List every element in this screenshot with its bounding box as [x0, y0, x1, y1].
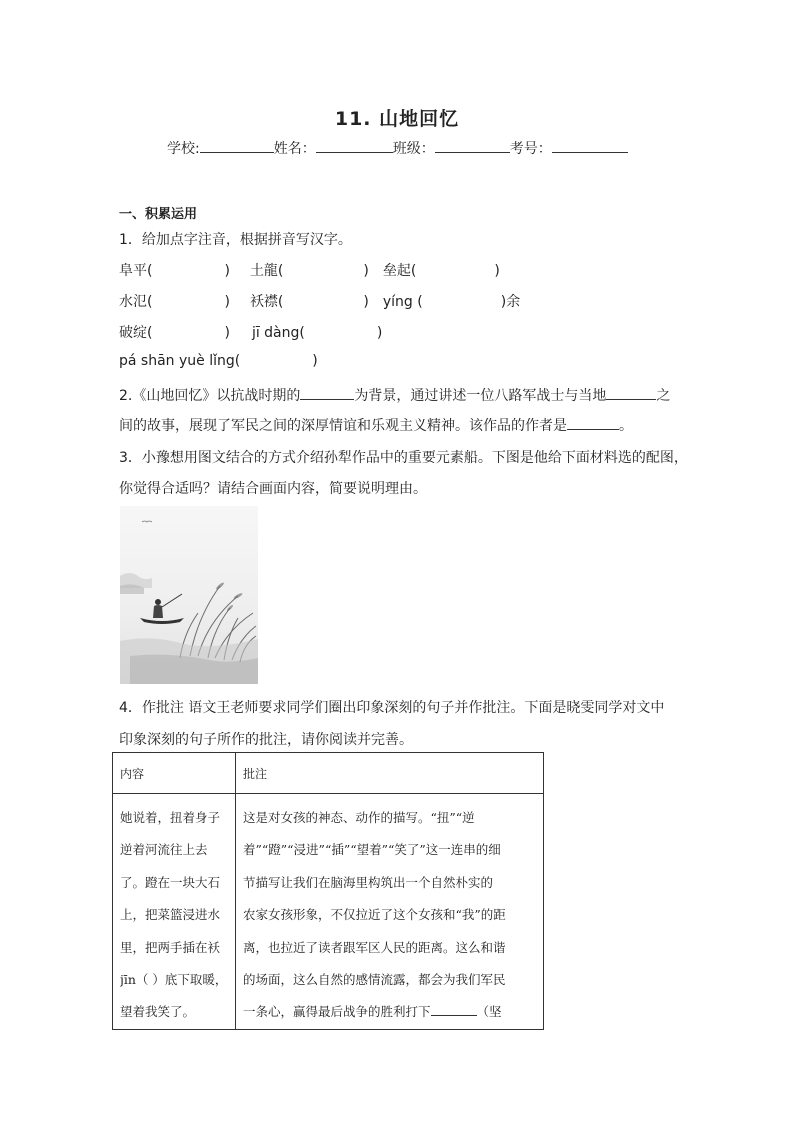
note-line: 着”“蹬”“浸进”“插”“望着”“笑了”这一连串的细: [243, 842, 501, 858]
table-row: [113, 794, 544, 1030]
note-line: 的场面，这么自然的感情流露，都会为我们军民: [243, 971, 506, 987]
content-line: jīn（ ）底下取暖，: [120, 971, 228, 987]
q1-row-1: [119, 260, 500, 280]
note-line-with-blank: [243, 996, 536, 1028]
content-line: 她说着，扭着身子: [120, 810, 221, 825]
q1-item-label: pá shān yuè lǐng(: [119, 353, 241, 369]
q1-item-close: ): [224, 294, 230, 310]
page-title: 11. 山地回忆: [334, 108, 460, 130]
q1-item-label: 土龍(: [249, 263, 284, 279]
q4-blank[interactable]: [431, 1002, 477, 1016]
school-blank[interactable]: [200, 138, 274, 153]
name-blank[interactable]: [316, 138, 393, 153]
exam-blank[interactable]: [552, 138, 628, 153]
note-line: 这是对女孩的神态、动作的描写。“扭”“逆: [243, 810, 475, 825]
note-text: （坚: [476, 1004, 502, 1020]
content-line: 了。蹬在一块大石: [120, 874, 221, 890]
section-heading: 一、积累运用: [119, 207, 198, 222]
q2-blank-1[interactable]: [300, 385, 354, 400]
note-line: 节描写让我们在脑海里构筑出一个自然朴实的: [243, 874, 494, 890]
q3-line-1: 3．小豫想用图文结合的方式介绍孙犁作品中的重要元素船。下图是他给下面材料选的配图，: [119, 450, 688, 466]
class-label: 班级：: [392, 141, 435, 157]
exam-label: 考号：: [509, 141, 552, 157]
q4-line-1: 4．作批注 语文王老师要求同学们圈出印象深刻的句子并作批注。下面是晓雯同学对文中: [119, 700, 665, 716]
q1-item-close: )余: [500, 294, 521, 310]
table-header-row: [113, 753, 544, 794]
q3-line-2: 你觉得合适吗？请结合画面内容，简要说明理由。: [119, 481, 427, 497]
notes-cell: [236, 794, 544, 1030]
content-line: 望着我笑了。: [120, 1004, 196, 1020]
content-line: 里，把两手插在袄: [120, 939, 221, 955]
q1-item-close: ): [363, 263, 369, 279]
col-header-content: 内容: [113, 753, 236, 794]
content-line: 上，把菜篮浸进水: [120, 907, 221, 923]
student-info-line: [167, 138, 628, 158]
name-label: 姓名：: [273, 141, 316, 157]
q1-item-label: 阜平(: [119, 263, 153, 279]
content-cell: [113, 794, 236, 1030]
q1-prompt: 1．给加点字注音，根据拼音写汉字。: [119, 232, 352, 248]
q1-row-2: [119, 291, 520, 311]
q2-text: 为背景，通过讲述一位八路军战士与当地: [354, 388, 607, 404]
q2-blank-3[interactable]: [567, 415, 619, 430]
q1-item-close: ): [224, 263, 230, 279]
content-line: 逆着河流往上去: [120, 842, 208, 858]
q1-row-3: [119, 322, 382, 342]
note-text: 一条心，赢得最后战争的胜利打下: [243, 1004, 431, 1020]
school-label: 学校:: [167, 141, 200, 157]
q1-item-label: 水氾(: [119, 294, 153, 310]
q1-item-close: ): [494, 263, 500, 279]
annotation-table: [112, 752, 544, 1030]
q2-line-1: [119, 385, 670, 405]
q1-item-close: ): [363, 294, 369, 310]
q1-item-label: 破绽(: [119, 325, 153, 341]
q2-text: 2.《山地回忆》以抗战时期的: [119, 388, 301, 404]
q1-item-close: ): [376, 325, 383, 341]
q2-text: 。: [619, 418, 633, 434]
note-line: 农家女孩形象，不仅拉近了这个女孩和“我”的距: [243, 907, 506, 923]
q4-line-2: 印象深刻的句子所作的批注，请你阅读并完善。: [119, 732, 413, 748]
q1-item-label: 袄襟(: [249, 294, 284, 310]
note-line: 离，也拉近了读者跟军区人民的距离。这么和谐: [243, 939, 506, 955]
q2-text: 间的故事，展现了军民之间的深厚情谊和乐观主义精神。该作品的作者是: [119, 418, 567, 434]
q1-item-label: jī dàng(: [251, 325, 305, 341]
col-header-notes: 批注: [236, 753, 544, 794]
boat-ink-painting: [120, 506, 258, 684]
q1-item-label: 垒起(: [382, 263, 417, 279]
q1-item-close: ): [224, 325, 230, 341]
q2-line-2: [119, 415, 633, 435]
q1-item-label: yíng (: [382, 294, 423, 310]
q2-text: 之: [656, 388, 671, 404]
q2-blank-2[interactable]: [606, 385, 656, 400]
q1-row-4: [119, 353, 318, 369]
class-blank[interactable]: [435, 138, 510, 153]
q1-item-close: ): [312, 353, 318, 369]
ink-painting-svg: [120, 506, 258, 684]
